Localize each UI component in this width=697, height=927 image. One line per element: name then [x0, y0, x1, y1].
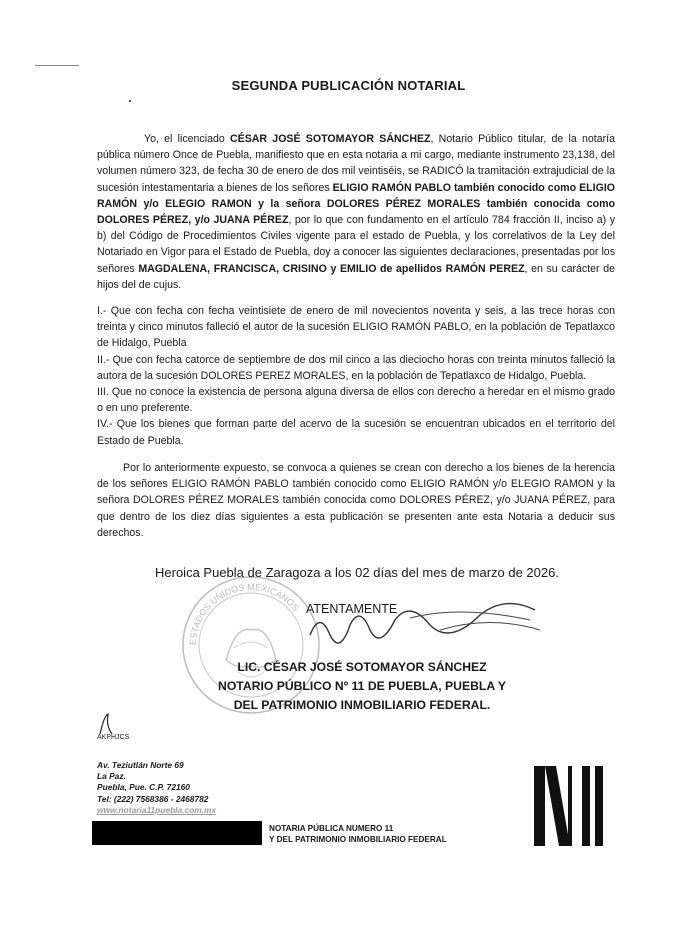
footer-line1: NOTARIA PÚBLICA NUMERO 11 — [269, 824, 394, 833]
closing-salutation: ATENTAMENTE — [306, 602, 398, 616]
signer-title-line1: NOTARIO PÚBLICO Nº 11 DE PUEBLA, PUEBLA Y — [218, 679, 506, 693]
convocation-paragraph: Por lo anteriormente expuesto, se convoca a quienes se crean con derecho a los bienes de la herencia de los señores ELIGIO RAMÓN PABLO también conocido como ELIGIO RAMÓN y/o ELEGIO RAMON y la señora DOLORES PÉREZ MORALES también conocida como DOLORES PÉREZ, y/o JUANA PÉREZ, para que dentro de los diez días siguientes a esta publicación se presenten ante esta Notaria a deducir sus derechos. — [97, 462, 615, 539]
website-link[interactable]: www.notaria11puebla.com.mx — [97, 804, 217, 815]
signer-title-line2: DEL PATRIMONIO INMOBILIARIO FEDERAL. — [233, 698, 491, 712]
svg-text:ESTADOS UNIDOS MEXICANOS: ESTADOS UNIDOS MEXICANOS — [187, 582, 301, 646]
footer-notary-name — [269, 823, 447, 845]
declaration-item: II.- Que con fecha catorce de septiembre de dos mil cinco a las dieciocho horas con treinta minutos falleció la autora de la sucesión DOLORES PEREZ MORALES, en la población de Tepatlaxco de Hidalgo, Puebla. — [97, 353, 615, 382]
address-colony: La Paz. — [97, 771, 126, 782]
scan-mark — [35, 65, 79, 66]
footer-line2: Y DEL PATRIMONIO INMOBILIARIO FEDERAL — [269, 835, 447, 844]
scan-dot — [129, 100, 131, 102]
place-and-date: Heroica Puebla de Zaragoza a los 02 días del mes de marzo de 2026. — [155, 565, 559, 580]
handwritten-signature-image — [290, 590, 550, 660]
address-city: Puebla, Pue. C.P. 72160 — [97, 782, 190, 793]
address-block — [97, 760, 216, 816]
declaration-item: I.- Que con fecha con fecha veintisiete de enero de mil novecientos noventa y seis, a las trece horas con treinta y cinco minutos falleció el autor de la sucesión ELIGIO RAMÓN PABLO, en la población de Tepatlaxco de Hidalgo, Puebla — [97, 305, 615, 350]
address-street: Av. Teziutlán Norte 69 — [97, 760, 184, 770]
notary-logo-image — [532, 764, 606, 848]
address-phone: Tel: (222) 7568386 - 2468782 — [97, 793, 209, 804]
initials-flourish-image — [96, 712, 116, 736]
declaration-item: III. Que no conoce la existencia de persona alguna diversa de ellos con derecho a heredar en el mismo grado o en uno preferente. — [97, 386, 615, 415]
footer-black-bar — [92, 821, 262, 845]
signer-name: LIC. CÉSAR JOSÉ SOTOMAYOR SÁNCHEZ — [237, 660, 487, 674]
document-title: SEGUNDA PUBLICACIÓN NOTARIAL — [231, 78, 466, 93]
declaration-item: IV.- Que los bienes que forman parte del acervo de la sucesión se encuentran ubicados en el territorio del Estado de Puebla. — [97, 418, 615, 447]
initials: AKPHJCS — [97, 734, 130, 741]
intro-paragraph: Yo, el licenciado CÉSAR JOSÉ SOTOMAYOR SÁNCHEZ, Notario Público titular, de la notaría pública número Once de Puebla, manifiesto que en esta notaria a mi cargo, mediante instrumento 23,138, del volumen número 323, de fecha 30 de enero de dos mil veintiséis, se RADICÓ la tramitación extrajudicial de la sucesión intestamentaria a bienes de los señores ELIGIO RAMÓN PABLO también conocido como ELIGIO RAMÓN y/o ELEGIO RAMON y la señora DOLORES PÉREZ MORALES también conocida como DOLORES PÉREZ, y/o JUANA PÉREZ, por lo que con fundamento en el artículo 784 fracción II, inciso a) y b) del Código de Procedimientos Civiles vigente para el estado de Puebla, y los correlativos de la Ley del Notariado en Vigor para el Estado de Puebla, doy a conocer las siguientes declaraciones, presentadas por los señores MAGDALENA, FRANCISCA, CRISINO y EMILIO de apellidos RAMÓN PEREZ, en su carácter de hijos del de cujus. — [97, 133, 615, 291]
declarations-list — [97, 303, 615, 449]
